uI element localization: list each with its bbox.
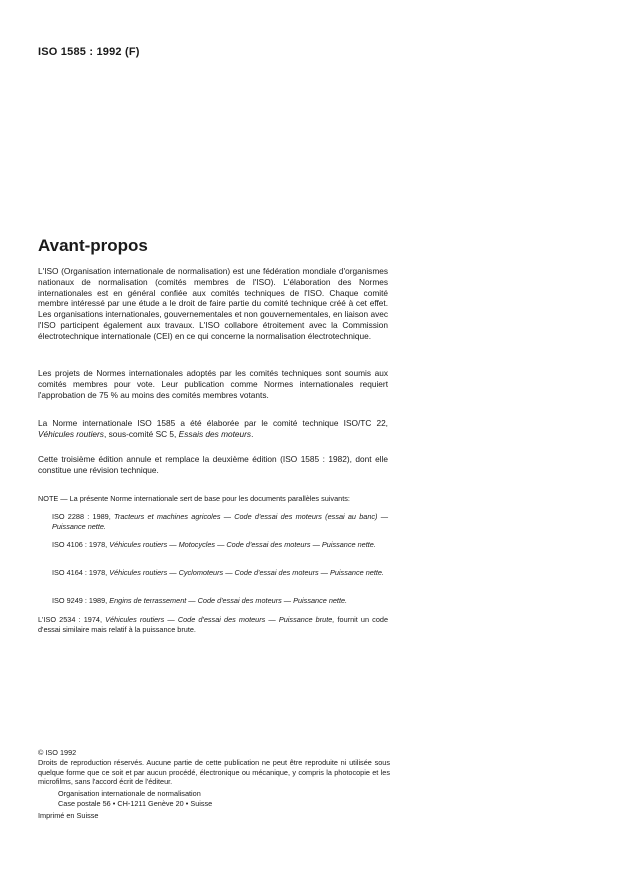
paragraph-3-committee-name: Véhicules routiers (38, 428, 104, 439)
reference-title: Véhicules routiers — Cyclomoteurs — Code d'essai des moteurs — Puissance nette. (109, 568, 384, 577)
foreword-paragraph-2: Les projets de Normes internationales adoptés par les comités techniques sont soumis aux comités membres pour vote. Leur publication comme Normes internationales requiert l'approbation de 75 % au moins des comités membres votants. (38, 368, 388, 400)
reference-title: Véhicules routiers — Motocycles — Code d'essai des moteurs — Puissance nette. (109, 540, 376, 549)
reference-code: ISO 4164 : 1978, (52, 568, 108, 577)
printed-in: Imprimé en Suisse (38, 811, 99, 820)
page-title: Avant-propos (38, 236, 148, 255)
note-reference-item (52, 512, 388, 532)
foreword-paragraph-3 (38, 418, 388, 440)
rights-notice: Droits de reproduction réservés. Aucune partie de cette publication ne peut être reproduite ni utilisée sous quelque forme que ce soit et par aucun procédé, électronique ou mécanique, y compris la photocopie et les microfilms, sans l'accord écrit de l'éditeur. (38, 758, 390, 787)
closing-code: L'ISO 2534 : 1974, (38, 615, 102, 624)
note-reference-item (52, 540, 388, 550)
paragraph-3-text-a: La Norme internationale ISO 1585 a été élaborée par le comité technique ISO/TC 22, (38, 418, 388, 428)
reference-title: Tracteurs et machines agricoles — Code d'essai des moteurs (essai au banc) — Puissance nette. (52, 512, 388, 531)
reference-title: Engins de terrassement — Code d'essai des moteurs — Puissance nette. (109, 596, 348, 605)
standard-id-header: ISO 1585 : 1992 (F) (38, 46, 140, 58)
paragraph-3-subcommittee-name: Essais des moteurs (178, 428, 252, 439)
paragraph-3-text-e: . (251, 428, 254, 439)
foreword-paragraph-4: Cette troisième édition annule et remplace la deuxième édition (ISO 1585 : 1982), dont elle constitue une révision technique. (38, 454, 388, 475)
postal-address: Case postale 56 • CH-1211 Genève 20 • Suisse (58, 799, 213, 808)
reference-code: ISO 2288 : 1989, (52, 512, 111, 521)
closing-title: Véhicules routiers — Code d'essai des moteurs — Puissance brute, (105, 615, 335, 624)
copyright-line: © ISO 1992 (38, 748, 77, 757)
note-closing (38, 615, 388, 635)
organization-name: Organisation internationale de normalisation (58, 789, 201, 798)
closing-text: fournit un code d'essai similaire mais relatif à la puissance brute. (38, 615, 389, 634)
foreword-paragraph-1: L'ISO (Organisation internationale de normalisation) est une fédération mondiale d'organismes nationaux de normalisation (comités membres de l'ISO). L'élaboration des Normes internationales est en général confiée aux comités techniques de l'ISO. Chaque comité membre intéressé par une étude a le droit de faire partie du comité technique créé à cet effet. Les organisations internationales, gouvernementales et non gouvernementales, en liaison avec l'ISO participent également aux travaux. L'ISO collabore étroitement avec la Commission électrotechnique internationale (CEI) en ce qui concerne la normalisation électrotechnique. (38, 266, 388, 341)
note-reference-item (52, 596, 388, 606)
note-intro: NOTE — La présente Norme internationale sert de base pour les documents parallèles suivants: (38, 494, 350, 503)
reference-code: ISO 9249 : 1989, (52, 596, 108, 605)
reference-code: ISO 4106 : 1978, (52, 540, 108, 549)
note-reference-item (52, 568, 388, 578)
paragraph-3-text-c: , sous-comité SC 5, (103, 428, 177, 439)
